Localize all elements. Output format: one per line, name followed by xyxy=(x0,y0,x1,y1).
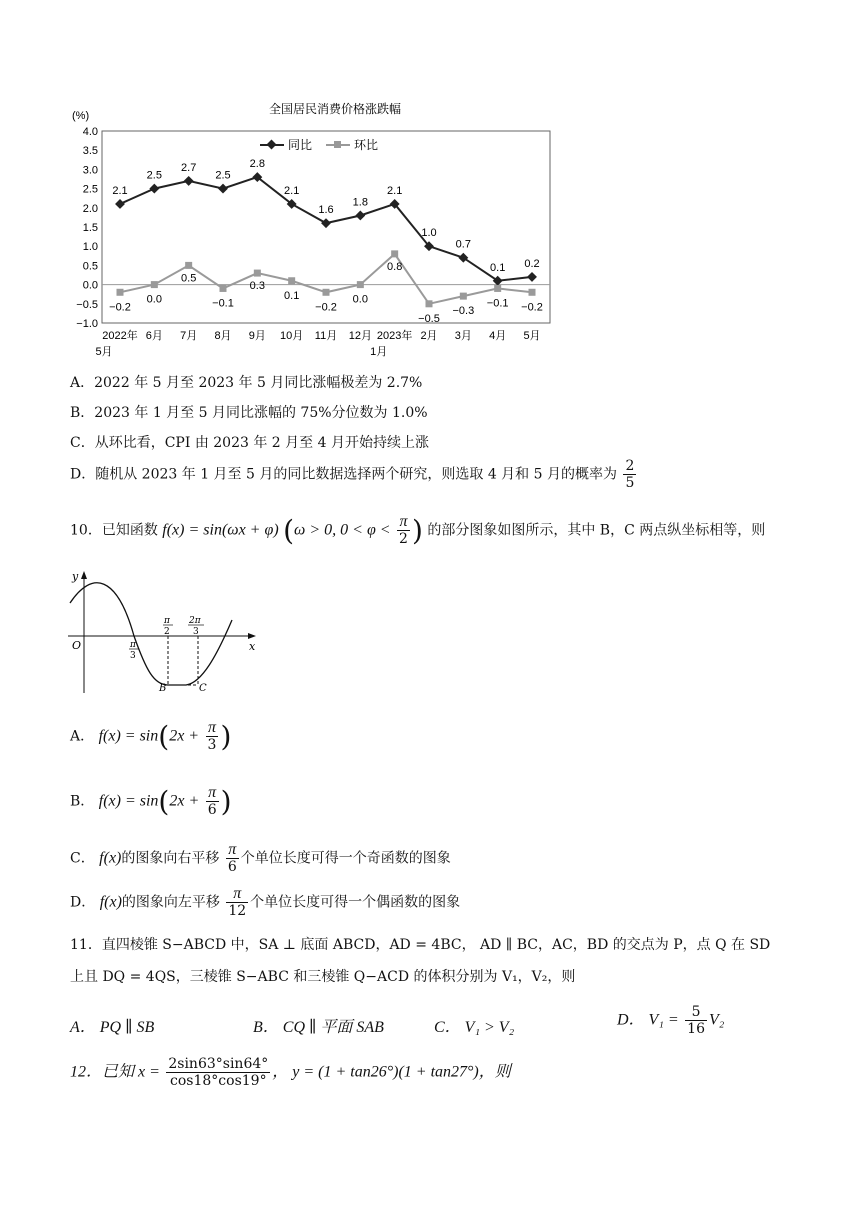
q10-c-fx: f(x) xyxy=(99,849,122,867)
yoy-data-label: 0.7 xyxy=(455,238,471,251)
q9-option-b: B．2023 年 1 月至 5 月同比涨幅的 75%分位数为 1.0% xyxy=(70,405,428,421)
yoy-data-label: 2.5 xyxy=(215,169,231,182)
y-tick-label: 3.0 xyxy=(82,164,98,177)
q12-frac: $\frac{2\sin 63^\circ\sin 64^\circ}{\cos 18^\circ\cos 19^\circ}$ xyxy=(168,1056,269,1089)
q9-d-den: 5 xyxy=(625,475,635,491)
q10-a-inner: 2x + xyxy=(169,727,200,745)
mom-point xyxy=(391,250,398,257)
yoy-data-label: 2.1 xyxy=(112,184,128,197)
mom-data-label: −0.3 xyxy=(452,305,475,318)
q10-option-d xyxy=(70,886,460,919)
yoy-data-label: 2.5 xyxy=(146,169,162,182)
sine-graph xyxy=(62,565,262,700)
q10-cond-frac xyxy=(397,514,410,547)
q11-d-post: V₂ xyxy=(708,1011,725,1029)
mom-point xyxy=(494,285,501,292)
mom-point xyxy=(220,285,227,292)
mom-data-label: 0.8 xyxy=(387,260,403,273)
q10-cond-num: π xyxy=(397,514,410,531)
q9-d-num: 2 xyxy=(625,458,635,474)
x-tick-label: 12月 xyxy=(348,330,372,342)
q10-a-expr: f(x) = sin xyxy=(98,727,159,745)
yoy-point xyxy=(115,199,125,209)
yoy-point xyxy=(355,211,365,221)
q12-stem xyxy=(70,1056,511,1089)
series-layer xyxy=(109,158,543,325)
x-tick-label: 10月 xyxy=(280,330,304,342)
q10-d-frac: $\frac{\pi}{12}$ xyxy=(228,885,247,919)
q10-b-frac: $\frac{\pi}{6}$ xyxy=(207,784,217,818)
x-tick-label: 2023年 1月 xyxy=(370,330,413,358)
q12-post: ， y = (1 + tan26°)(1 + tan27°)，则 xyxy=(272,1063,511,1081)
q9-option-c: C．从环比看，CPI 由 2023 年 2 月至 4 月开始持续上涨 xyxy=(70,435,429,451)
q10-d-fx: f(x) xyxy=(99,893,122,911)
legend-label-yoy: 同比 xyxy=(288,138,313,152)
q10-c-t2: 个单位长度可得一个奇函数的图象 xyxy=(240,850,451,867)
x-tick-label: 2月 xyxy=(420,330,438,342)
y-tick-label: 1.0 xyxy=(82,241,98,254)
mom-point xyxy=(151,281,158,288)
q10-func: f(x) = sin(ωx + φ) xyxy=(162,521,279,539)
x-tick-label: 7月 xyxy=(180,330,198,342)
yoy-data-label: 2.7 xyxy=(181,161,197,174)
y-tick-labels xyxy=(76,126,98,330)
mom-point xyxy=(323,289,330,296)
yoy-data-label: 1.8 xyxy=(352,196,368,209)
q11-line1: 11．直四棱锥 S−ABCD 中，SA ⊥ 底面 ABCD，AD = 4BC， AD ∥ BC，AC，BD 的交点为 P，点 Q 在 SD xyxy=(70,937,771,953)
q11-line2: 上且 DQ = 4QS，三棱锥 S−ABC 和三棱锥 Q−ACD 的体积分别为 V₁，V₂，则 xyxy=(70,969,576,985)
mom-data-label: −0.2 xyxy=(521,301,543,314)
q9-d-fraction xyxy=(623,458,636,491)
x-tick-labels xyxy=(95,328,540,358)
chart-title: 全国居民消费价格涨跌幅 xyxy=(268,102,402,116)
q11-option-d xyxy=(617,1004,724,1037)
yoy-data-label: 0.2 xyxy=(524,257,540,270)
x-tick-label: 4月 xyxy=(489,330,507,342)
mom-point xyxy=(460,293,467,300)
q10-cond: ω > 0, 0 < φ < xyxy=(294,521,391,539)
yoy-data-label: 2.8 xyxy=(249,158,265,171)
y-tick-label: 4.0 xyxy=(82,126,98,138)
q10-d-t1: 的图象向左平移 xyxy=(121,894,220,911)
yoy-data-label: 1.0 xyxy=(421,227,437,240)
q10-stem-post: 的部分图象如图所示，其中 B，C 两点纵坐标相等，则 xyxy=(427,522,766,539)
yoy-data-label: 2.1 xyxy=(284,184,300,197)
chart-legend xyxy=(260,138,378,152)
cpi-chart-svg xyxy=(60,95,580,365)
tick-2pi3-den: 3 xyxy=(193,627,199,637)
q10-b-expr: f(x) = sin xyxy=(98,792,159,810)
q10-a-frac: $\frac{\pi}{3}$ xyxy=(207,719,217,753)
yoy-data-label: 1.6 xyxy=(318,204,334,217)
x-axis-arrow xyxy=(248,633,256,639)
series-line-0 xyxy=(120,177,532,281)
yoy-point xyxy=(218,184,228,194)
tick-pi3-num: π xyxy=(130,640,136,650)
mom-data-label: −0.5 xyxy=(418,312,440,325)
q10-c-label: C． xyxy=(70,850,95,867)
yoy-point xyxy=(184,176,194,186)
q10-cond-den: 2 xyxy=(399,531,408,547)
mom-point xyxy=(185,262,192,269)
yoy-point xyxy=(149,184,159,194)
q9-d-text: D．随机从 2023 年 1 月至 5 月的同比数据选择两个研究，则选取 4 月和 5 月的概率为 xyxy=(70,466,617,483)
y-unit: (%) xyxy=(72,110,90,122)
q12-pre: 12．已知 x = xyxy=(70,1063,160,1081)
y-axis-arrow xyxy=(81,571,87,579)
y-tick-label: 0.5 xyxy=(82,260,98,273)
cpi-chart xyxy=(60,95,580,365)
mom-point xyxy=(529,289,536,296)
mom-data-label: −0.1 xyxy=(486,297,509,310)
tick-pi2-den: 2 xyxy=(164,627,170,637)
q10-stem-pre: 10．已知函数 xyxy=(70,522,158,539)
mom-data-label: 0.5 xyxy=(181,272,197,285)
q11-option-a: A． PQ ∥ SB xyxy=(70,1019,155,1036)
y-tick-label: 2.0 xyxy=(82,202,98,215)
q10-option-a: A． f(x) = sin(2x + $\frac{\pi}{3}$ ) xyxy=(70,719,232,753)
mom-point xyxy=(117,289,124,296)
origin-label: O xyxy=(72,639,82,652)
x-tick-label: 5月 xyxy=(523,330,541,342)
q10-option-c xyxy=(70,842,451,875)
q10-d-label: D． xyxy=(70,894,96,911)
mom-point xyxy=(254,270,261,277)
q11-d-pre: D． V₁ = xyxy=(617,1011,679,1029)
yoy-point xyxy=(527,272,537,282)
mom-data-label: 0.0 xyxy=(352,293,368,306)
mom-data-label: −0.2 xyxy=(315,301,337,314)
mom-data-label: 0.3 xyxy=(249,280,265,293)
x-tick-label: 2022年 5月 xyxy=(95,330,138,358)
mom-point xyxy=(357,281,364,288)
point-b-label: B xyxy=(159,683,167,694)
q10-a-label: A． xyxy=(70,728,95,745)
x-tick-label: 11月 xyxy=(314,330,338,342)
point-c-label: C xyxy=(199,683,207,694)
yoy-point xyxy=(321,218,331,228)
mom-data-label: −0.2 xyxy=(109,301,131,314)
q10-option-b: B． f(x) = sin(2x + $\frac{\pi}{6}$ ) xyxy=(70,784,232,818)
sine-curve xyxy=(70,583,232,685)
q10-c-t1: 的图象向右平移 xyxy=(121,850,220,867)
mom-point xyxy=(288,277,295,284)
x-axis-label: x xyxy=(249,640,256,653)
legend-label-mom: 环比 xyxy=(354,138,379,152)
yoy-data-label: 0.1 xyxy=(490,261,506,274)
y-tick-label: 0.0 xyxy=(82,279,98,292)
q11-d-frac: $\frac{5}{16}$ xyxy=(687,1004,705,1037)
q11-option-c: C． V₁ > V₂ xyxy=(434,1019,515,1036)
q10-b-label: B． xyxy=(70,793,95,810)
y-tick-label: 2.5 xyxy=(82,183,98,196)
y-tick-label: 1.5 xyxy=(82,222,98,234)
tick-pi3-den: 3 xyxy=(130,651,136,661)
mom-data-label: −0.1 xyxy=(212,297,234,310)
x-tick-label: 9月 xyxy=(248,330,266,342)
x-tick-label: 8月 xyxy=(214,330,232,342)
q9-option-a: A．2022 年 5 月至 2023 年 5 月同比涨幅极差为 2.7% xyxy=(70,375,423,391)
mom-point xyxy=(426,300,433,307)
q11-option-b: B． CQ ∥ 平面 SAB xyxy=(253,1019,384,1036)
yoy-data-label: 2.1 xyxy=(387,184,403,197)
y-tick-label: −1.0 xyxy=(76,318,98,330)
y-tick-label: −0.5 xyxy=(76,298,98,311)
legend-marker-yoy xyxy=(267,140,277,150)
tick-2pi3-num: 2π xyxy=(189,616,201,626)
q10-d-t2: 个单位长度可得一个偶函数的图象 xyxy=(250,894,461,911)
mom-data-label: 0.1 xyxy=(284,289,300,302)
q9-option-d xyxy=(70,458,638,491)
q10-b-inner: 2x + xyxy=(169,792,200,810)
q10-stem: 10．已知函数 f(x) = sin(ωx + φ) (ω > 0, 0 < φ < $\frac{\pi}{2}$ ) 的部分图象如图所示，其中 B，C 两点纵坐标相等，则 xyxy=(70,513,766,547)
y-axis-label: y xyxy=(72,570,79,583)
x-tick-label: 6月 xyxy=(145,330,163,342)
q10-c-frac: $\frac{\pi}{6}$ xyxy=(227,841,237,875)
y-tick-label: 3.5 xyxy=(82,145,98,158)
mom-data-label: 0.0 xyxy=(146,293,162,306)
x-tick-label: 3月 xyxy=(454,330,472,342)
legend-marker-mom xyxy=(334,141,341,148)
tick-pi2-num: π xyxy=(164,616,170,626)
